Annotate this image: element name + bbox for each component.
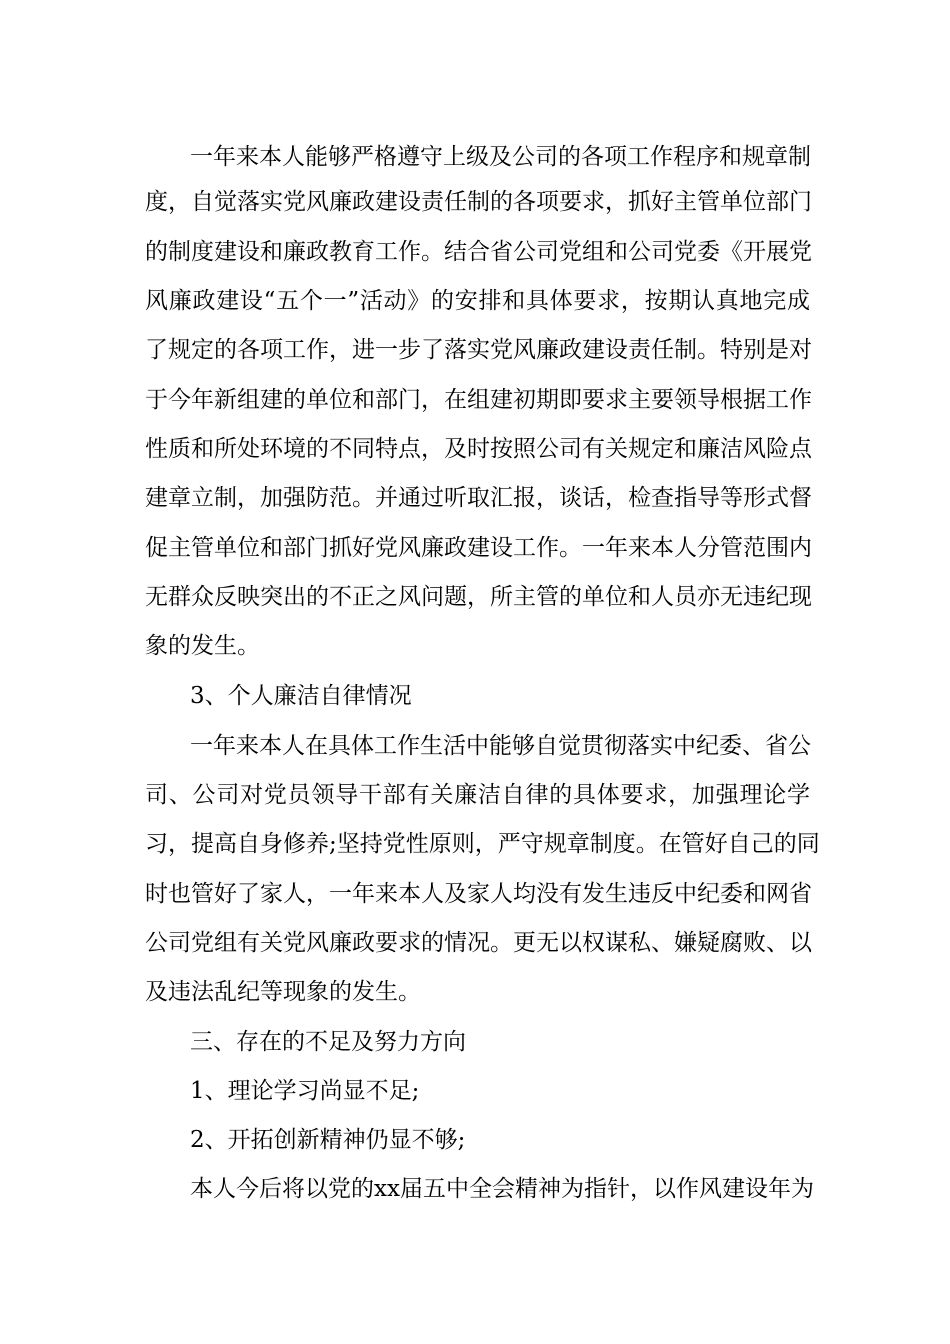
text-line: 建章立制，加强防范。并通过听取汇报，谈话，检查指导等形式督	[145, 485, 812, 511]
text-line: 公司党组有关党风廉政要求的情况。更无以权谋私、嫌疑腐败、以	[145, 930, 812, 956]
text-line: 本人今后将以党的xx届五中全会精神为指针，以作风建设年为	[190, 1176, 814, 1202]
text-line: 象的发生。	[145, 633, 260, 659]
section-heading: 3、个人廉洁自律情况	[190, 683, 412, 709]
text-line: 无群众反映突出的不正之风问题，所主管的单位和人员亦无违纪现	[145, 584, 812, 610]
text-line: 风廉政建设“五个一”活动》的安排和具体要求，按期认真地完成	[145, 288, 810, 314]
text-line: 司、公司对党员领导干部有关廉洁自律的具体要求，加强理论学	[145, 782, 810, 808]
text-line: 时也管好了家人，一年来本人及家人均没有发生违反中纪委和网省	[145, 881, 812, 907]
text-line: 了规定的各项工作，进一步了落实党风廉政建设责任制。特别是对	[145, 337, 812, 363]
text-line: 于今年新组建的单位和部门，在组建初期即要求主要领导根据工作	[145, 387, 812, 413]
text-line: 一年来本人在具体工作生活中能够自觉贯彻落实中纪委、省公	[190, 733, 811, 759]
text-line: 度，自觉落实党风廉政建设责任制的各项要求，抓好主管单位部门	[145, 189, 812, 215]
text-line: 习，提高自身修养;坚持党性原则，严守规章制度。在管好自己的同	[145, 831, 820, 857]
list-item: 1、理论学习尚显不足;	[190, 1078, 420, 1104]
text-line: 促主管单位和部门抓好党风廉政建设工作。一年来本人分管范围内	[145, 535, 812, 561]
text-line: 性质和所处环境的不同特点，及时按照公司有关规定和廉洁风险点	[145, 436, 812, 462]
list-item: 2、开拓创新精神仍显不够;	[190, 1127, 466, 1153]
section-heading: 三、存在的不足及努力方向	[190, 1029, 466, 1055]
text-line: 及违法乱纪等现象的发生。	[145, 979, 421, 1005]
text-line: 的制度建设和廉政教育工作。结合省公司党组和公司党委《开展党	[145, 239, 812, 265]
text-line: 一年来本人能够严格遵守上级及公司的各项工作程序和规章制	[190, 144, 811, 170]
